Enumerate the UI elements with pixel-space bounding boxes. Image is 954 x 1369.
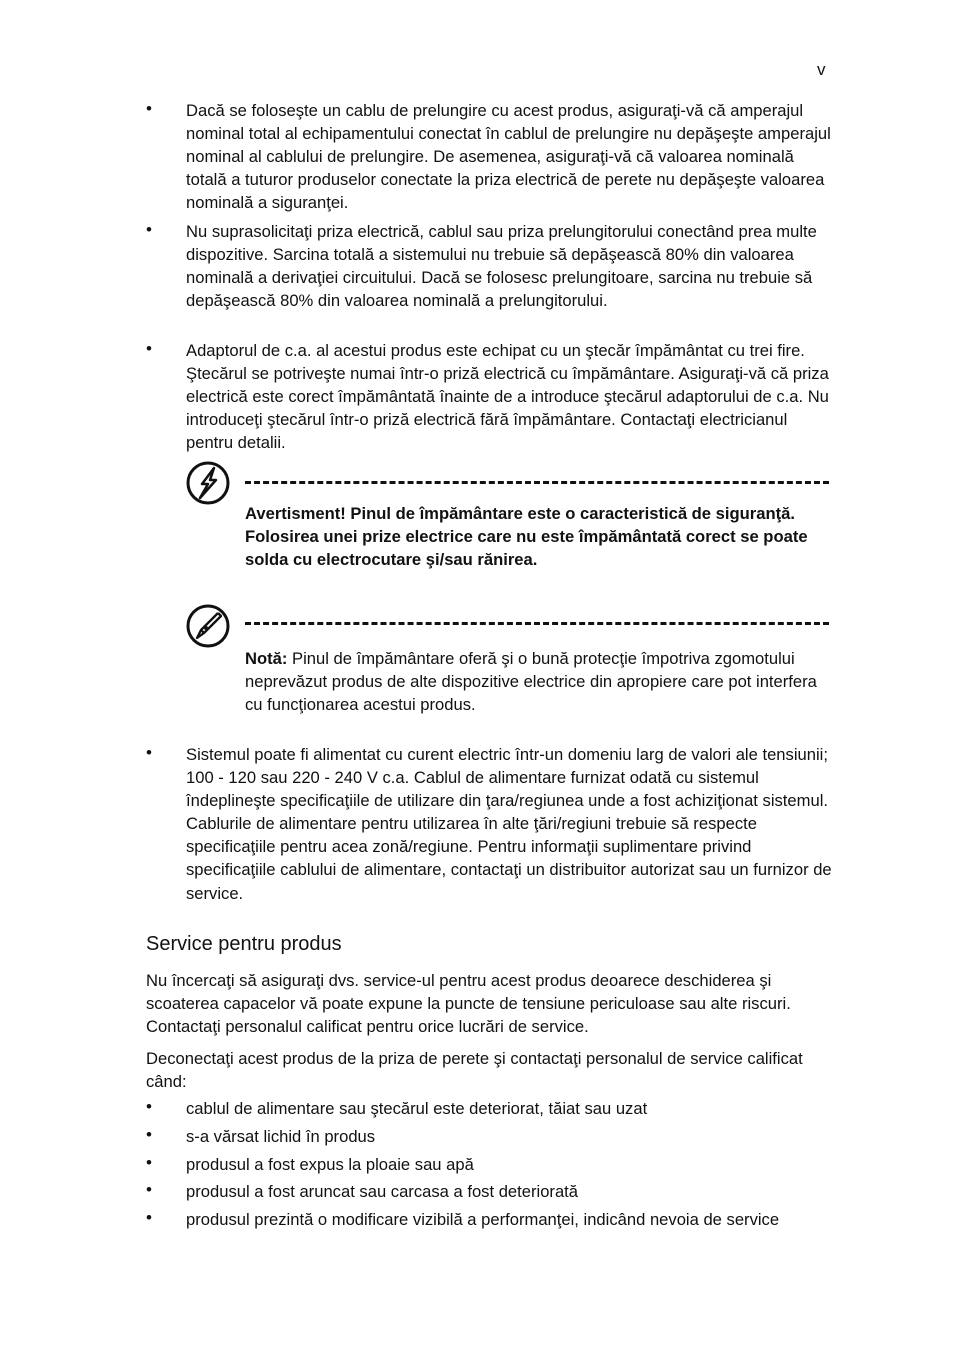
bullet-text: cablul de alimentare sau ştecărul este deteriorat, tăiat sau uzat bbox=[186, 1099, 648, 1118]
note-text bbox=[245, 647, 829, 716]
warning-text: Avertisment! Pinul de împământare este o caracteristică de siguranţă. Folosirea unei prize electrice care nu este împământată corect se poate solda cu electrocutare şi/sau rănirea. bbox=[245, 504, 808, 570]
bullet-text: Dacă se foloseşte un cablu de prelungire cu acest produs, asiguraţi-vă că amperajul nominal total al echipamentului conectat în cablul de prelungire nu depăşeşte amperajul nominal al cablului de prelungire. De asemenea, asiguraţi-vă că valoarea nominală totală a tuturor produselor conectate la priza electrică de perete nu depăşeşte valoarea nominală a siguranţei. bbox=[186, 101, 831, 213]
bullet-marker: • bbox=[146, 743, 152, 762]
bullet-marker: • bbox=[146, 1125, 152, 1144]
pen-note-icon bbox=[185, 603, 231, 649]
list-item bbox=[146, 1097, 836, 1120]
bullet-marker: • bbox=[146, 1180, 152, 1199]
warning-callout bbox=[185, 460, 835, 600]
paragraph: Deconectaţi acest produs de la priza de perete şi contactaţi personalul de service calificat când: bbox=[146, 1049, 803, 1092]
lightning-warning-icon bbox=[185, 460, 231, 506]
bullet-text: produsul prezintă o modificare vizibilă a performanţei, indicând nevoia de service bbox=[186, 1210, 780, 1229]
list-item bbox=[146, 220, 836, 312]
section-heading: Service pentru produs bbox=[146, 933, 342, 955]
bullet-text: Adaptorul de c.a. al acestui produs este echipat cu un ştecăr împământat cu trei fire. Ştecărul se potriveşte numai într-o priză electrică cu împământare. Asiguraţi-vă că priza electrică este corect împământată înainte de a introduce ştecărul adaptorului de c.a. Nu introduceţi ştecărul într-o priză electrică fără împământare. Contactaţi electricianul pentru detalii. bbox=[186, 341, 829, 453]
list-item bbox=[146, 1180, 836, 1203]
list-item bbox=[146, 1208, 836, 1231]
divider bbox=[245, 622, 829, 625]
bullet-text: s-a vărsat lichid în produs bbox=[186, 1127, 376, 1146]
list-item bbox=[146, 99, 836, 214]
bullet-marker: • bbox=[146, 1208, 152, 1227]
page-number: v bbox=[817, 60, 826, 79]
list-item bbox=[146, 1125, 836, 1148]
bullet-marker: • bbox=[146, 220, 152, 239]
paragraph: Nu încercaţi să asiguraţi dvs. service-ul pentru acest produs deoarece deschiderea şi scoaterea capacelor vă poate expune la puncte de tensiune periculoase sau alte riscuri. Contactaţi personalul calificat pentru orice lucrări de service. bbox=[146, 971, 791, 1037]
bullet-marker: • bbox=[146, 339, 152, 358]
divider bbox=[245, 481, 829, 484]
bullet-text: Nu suprasolicitaţi priza electrică, cablul sau priza prelungitorului conectând prea multe dispozitive. Sarcina totală a sistemului nu trebuie să depăşească 80% din valoarea nominală a derivaţiei circuitului. Dacă se folosesc prelungitoare, sarcina nu trebuie să depăşească 80% din valoarea nominală a prelungitorului. bbox=[186, 222, 817, 311]
bullet-text: produsul a fost aruncat sau carcasa a fost deteriorată bbox=[186, 1182, 579, 1201]
note-callout bbox=[185, 603, 835, 723]
bullet-text: produsul a fost expus la ploaie sau apă bbox=[186, 1155, 474, 1174]
bullet-marker: • bbox=[146, 99, 152, 118]
list-item bbox=[146, 743, 836, 905]
bullet-marker: • bbox=[146, 1153, 152, 1172]
note-body: Pinul de împământare oferă şi o bună protecţie împotriva zgomotului neprevăzut produs de alte dispozitive electrice din apropiere care pot interfera cu funcţionarea acestui produs. bbox=[245, 649, 817, 715]
note-label: Notă: bbox=[245, 649, 288, 668]
list-item bbox=[146, 1153, 836, 1176]
bullet-text: Sistemul poate fi alimentat cu curent electric într-un domeniu larg de valori ale tensiunii; 100 - 120 sau 220 - 240 V c.a. Cablul de alimentare furnizat odată cu sistemul îndeplineşte specificaţiile de utilizare din ţara/regiunea unde a fost achiziţionat sistemul. Cablurile de alimentare pentru utilizarea în alte ţări/regiuni trebuie să respecte specificaţiile pentru acea zonă/regiune. Pentru informaţii suplimentare privind specificaţiile cablului de alimentare, contactaţi un distribuitor autorizat sau un furnizor de service. bbox=[186, 745, 832, 903]
bullet-marker: • bbox=[146, 1097, 152, 1116]
list-item bbox=[146, 339, 836, 454]
